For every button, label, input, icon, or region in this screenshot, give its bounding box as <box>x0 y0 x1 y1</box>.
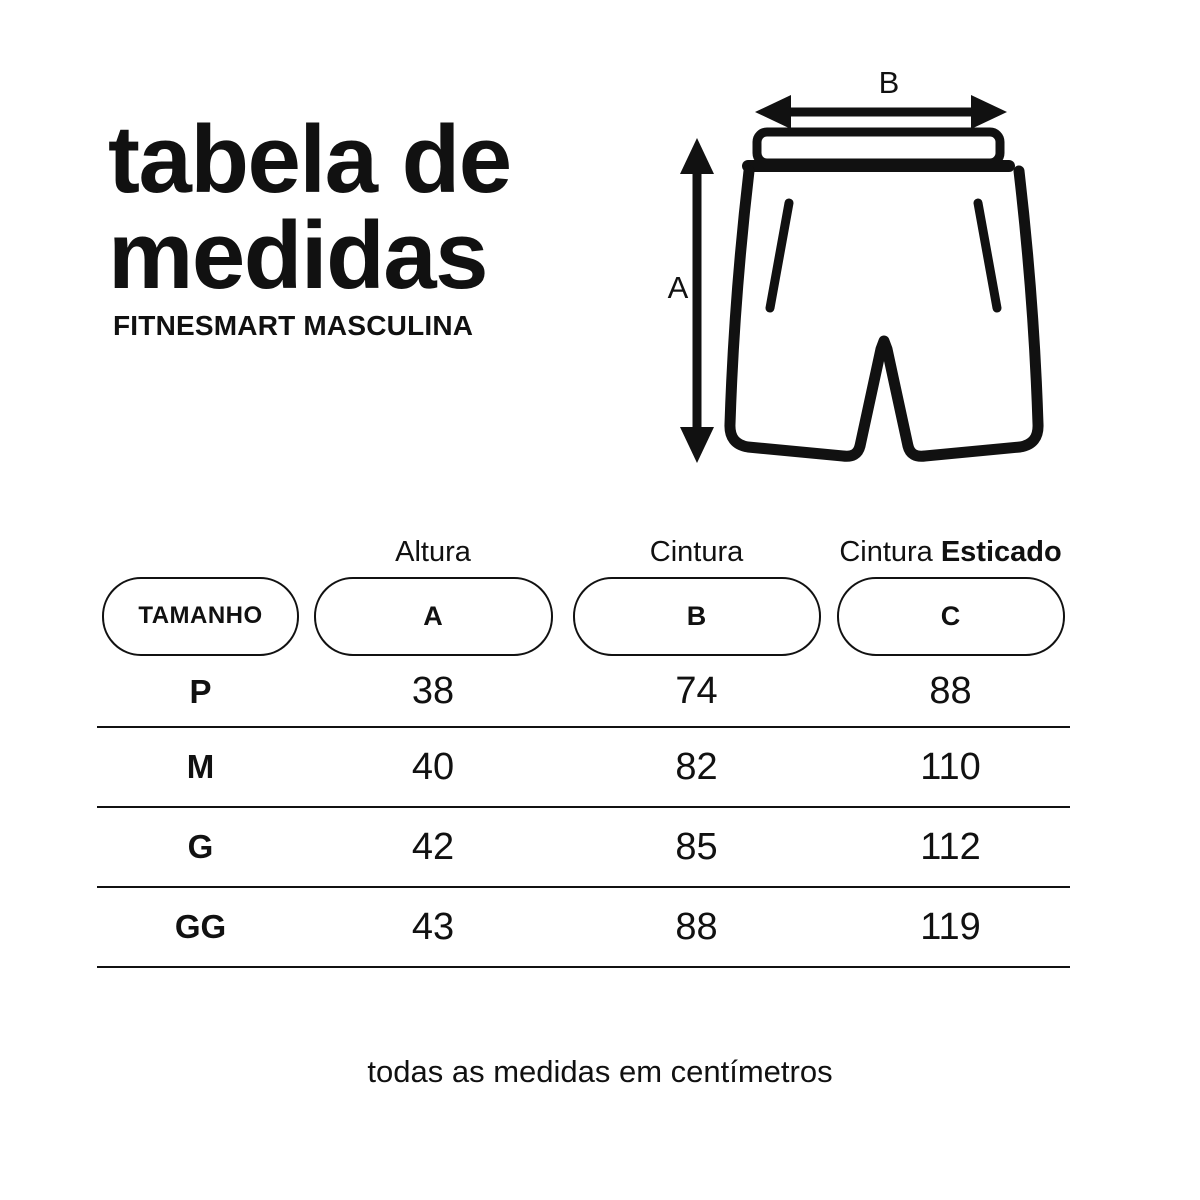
size-table <box>97 528 1070 968</box>
pill-a: A <box>314 577 553 656</box>
page-subtitle: FITNESMART MASCULINA <box>113 310 474 341</box>
size-label: G <box>187 828 214 865</box>
column-header-empty <box>97 528 304 575</box>
column-header-altura: Altura <box>395 536 471 568</box>
size-label: GG <box>174 908 227 945</box>
value-b: 85 <box>675 825 718 868</box>
page-title <box>108 106 511 309</box>
footer-note: todas as medidas em centímetros <box>367 1054 833 1089</box>
table-row-g <box>97 808 1070 888</box>
value-a: 43 <box>411 905 455 948</box>
table-row-p <box>97 657 1070 728</box>
table-pill-row <box>97 575 1070 657</box>
value-c: 112 <box>920 825 981 868</box>
page-title-line1: tabela de <box>108 106 511 213</box>
shorts-diagram <box>640 50 1080 490</box>
value-a: 38 <box>411 670 455 712</box>
pill-tamanho: TAMANHO <box>102 577 299 656</box>
page-title-line2: medidas <box>108 202 487 309</box>
table-row-gg <box>97 888 1070 968</box>
column-header-cintura: Cintura <box>649 536 744 568</box>
value-c: 88 <box>929 670 972 712</box>
width-arrow-label: B <box>878 65 900 100</box>
table-row-m <box>97 728 1070 808</box>
left-pocket-line <box>770 203 789 308</box>
value-b: 74 <box>675 670 718 712</box>
value-a: 40 <box>411 745 455 788</box>
pill-c: C <box>837 577 1065 656</box>
value-c: 110 <box>920 745 981 788</box>
size-label: M <box>186 748 215 785</box>
value-b: 82 <box>675 745 718 788</box>
value-a: 42 <box>411 825 455 868</box>
size-label: P <box>189 672 212 710</box>
right-pocket-line <box>978 203 997 308</box>
table-header-row <box>97 528 1070 575</box>
shorts-icon <box>730 132 1038 456</box>
column-header-cintura-esticado: Cintura Esticado <box>839 536 1062 568</box>
value-b: 88 <box>675 905 718 948</box>
value-c: 119 <box>920 905 981 948</box>
height-arrow-label: A <box>667 270 689 305</box>
width-arrow-icon <box>755 95 1007 129</box>
pill-b: B <box>573 577 821 656</box>
